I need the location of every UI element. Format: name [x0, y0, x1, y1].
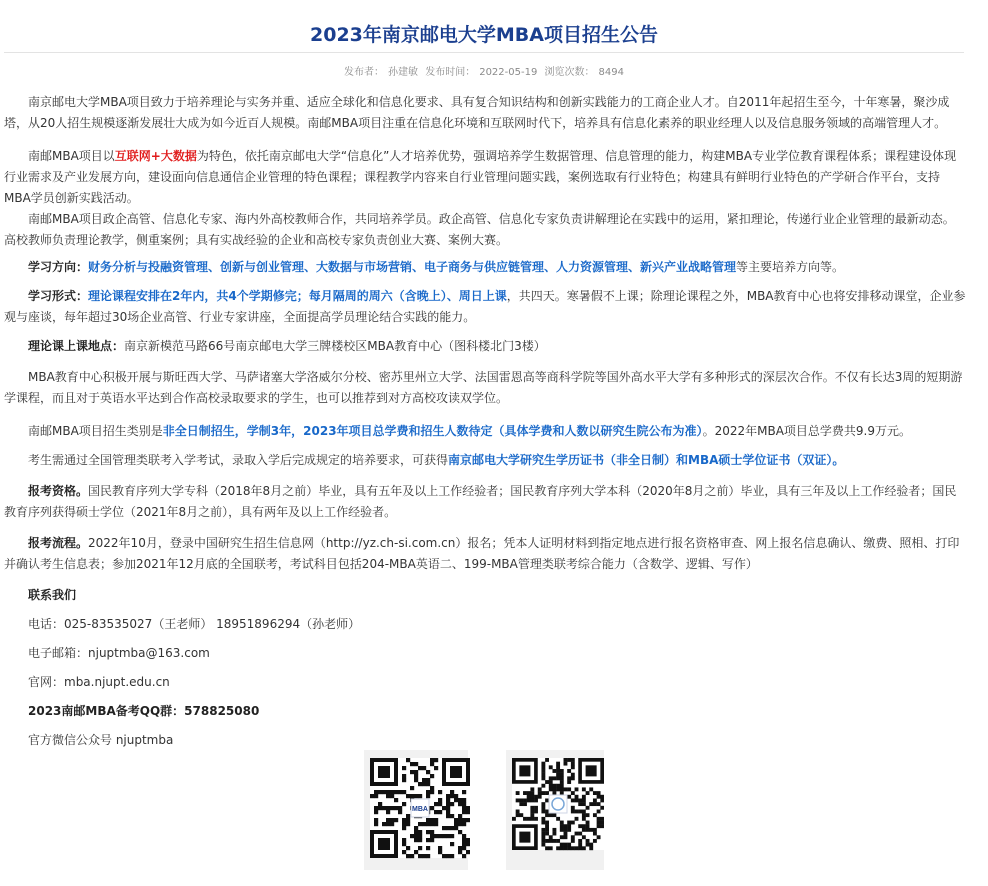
article-meta [0, 63, 968, 78]
enrollment-pre: 南邮MBA项目招生类别是 [28, 424, 163, 438]
paragraph-study-direction [4, 257, 966, 278]
title-divider [4, 52, 964, 53]
features-post: 为特色，依托南京邮电大学“信息化”人才培养优势，强调培养学生数据管理、信息管理的能力，构建MBA专业学位教育课程体系；课程建设体现行业需求及产业发展方向，建设面向信息通信企业管理的特色课程；课程教学内容来自行业管理问题实践，案例选取有行业特色；构建具有鲜明行业特色的产学研合作平台，支持MBA学员创新实践活动。 [4, 149, 957, 205]
eligibility-text: 国民教育序列大学专科（2018年8月之前）毕业，具有五年及以上工作经验者；国民教育序列大学本科（2020年8月之前）毕业，具有三年及以上工作经验者；国民教育序列获得硕士学位（2021年8月之前），具有两年及以上工作经验者。 [4, 484, 957, 519]
paragraph-certificate [4, 450, 966, 471]
publish-date: 2022-05-19 [479, 67, 538, 78]
contact-heading: 联系我们 [28, 588, 77, 602]
qr-code-qq [506, 750, 604, 870]
features-highlight: 互联网+大数据 [114, 149, 197, 163]
paragraph-cooperation: MBA教育中心积极开展与斯旺西大学、马萨诸塞大学洛威尔分校、密苏里州立大学、法国雷恩高等商科学院等国外高水平大学有多种形式的深层次合作。不仅有长达3周的短期游学课程，而且对于英语水平达到合作高校录取要求的学生，也可以推荐到对方高校攻读双学位。 [4, 370, 963, 405]
qr-badge-text: MBA [412, 806, 428, 813]
study-direction-highlight: 财务分析与投融资管理、创新与创业管理、大数据与市场营销、电子商务与供应链管理、人力资源管理、新兴产业战略管理 [88, 260, 737, 274]
study-form-highlight: 理论课程安排在2年内，共4个学期修完；每月隔周的周六（含晚上）、周日上课 [88, 289, 507, 303]
contact-website[interactable]: 官网：mba.njupt.edu.cn [28, 675, 170, 689]
contact-section [4, 585, 966, 751]
qr-code-wechat [364, 750, 468, 870]
paragraph-features [4, 146, 966, 209]
contact-wechat: 官方微信公众号 njuptmba [28, 733, 174, 747]
contact-qq-group: 2023南邮MBA备考QQ群：578825080 [28, 704, 260, 718]
qr-code-image [370, 758, 470, 862]
certificate-highlight: 南京邮电大学研究生学历证书（非全日制）和MBA硕士学位证书（双证）。 [448, 453, 845, 467]
eligibility-label: 报考资格。 [28, 484, 89, 498]
paragraph-study-form [4, 286, 966, 328]
study-form-post: ，共四天。寒暑假不上课；除理论课程之外，MBA教育中心也将安排移动课堂，企业参观与座谈，每年超过30场企业高管、行业专家讲座，全面提高学员理论结合实践的能力。 [4, 289, 966, 324]
paragraph-faculty: 南邮MBA项目政企高管、信息化专家、海内外高校教师合作，共同培养学员。政企高管、信息化专家负责讲解理论在实践中的运用，紧扣理论，传递行业企业管理的最新动态。高校教师负责理论教学，侧重案例；具有实战经验的企业和高校专家负责创业大赛、案例大赛。 [4, 212, 955, 247]
views-label: 浏览次数： [544, 67, 595, 78]
view-count: 8494 [598, 67, 624, 78]
qr-codes [360, 750, 610, 876]
process-label: 报考流程。 [28, 536, 89, 550]
article-title: 2023年南京邮电大学MBA项目招生公告 [310, 24, 658, 46]
contact-email[interactable]: 电子邮箱：njuptmba@163.com [28, 646, 210, 660]
location-label: 理论课上课地点： [28, 339, 125, 353]
article-body [4, 92, 966, 751]
paragraph-intro: 南京邮电大学MBA项目致力于培养理论与实务并重、适应全球化和信息化要求、具有复合知识结构和创新实践能力的工商企业人才。自2011年起招生至今，十年寒暑，聚沙成塔，从20人招生规模逐渐发展壮大成为如今近百人规模。南邮MBA项目注重在信息化环境和互联网时代下，培养具有信息化素养的职业经理人以及信息服务领域的高端管理人才。 [4, 95, 950, 130]
features-pre: 南邮MBA项目以 [28, 149, 115, 163]
certificate-pre: 考生需通过全国管理类联考入学考试，录取入学后完成规定的培养要求，可获得 [28, 453, 449, 467]
paragraph-location [4, 336, 966, 357]
location-text: 南京新模范马路66号南京邮电大学三牌楼校区MBA教育中心（图科楼北门3楼） [124, 339, 546, 353]
publisher-label: 发布者： [344, 67, 385, 78]
qr-code-image [512, 758, 604, 862]
date-label: 发布时间： [425, 67, 476, 78]
paragraph-enrollment [4, 421, 966, 442]
paragraph-process [4, 533, 966, 575]
contact-phone: 电话：025-83535027（王老师） 18951896294（孙老师） [28, 617, 361, 631]
study-direction-label: 学习方向： [28, 260, 89, 274]
study-form-label: 学习形式： [28, 289, 89, 303]
process-text: 2022年10月，登录中国研究生招生信息网（http://yz.ch-si.com.cn）报名；凭本人证明材料到指定地点进行报名资格审查、网上报名信息确认、缴费、照相、打印并确认考生信息表；参加2021年12月底的全国联考，考试科目包括204-MBA英语二、199-MBA管理类联考综合能力（含数学、逻辑、写作） [4, 536, 960, 571]
enrollment-post: 。2022年MBA项目总学费共9.9万元。 [702, 424, 911, 438]
enrollment-highlight: 非全日制招生，学制3年，2023年项目总学费和招生人数待定（具体学费和人数以研究生院公布为准） [162, 424, 703, 438]
study-direction-post: 等主要培养方向等。 [736, 260, 845, 274]
publisher: 孙建敏 [388, 67, 419, 78]
paragraph-eligibility [4, 481, 966, 523]
